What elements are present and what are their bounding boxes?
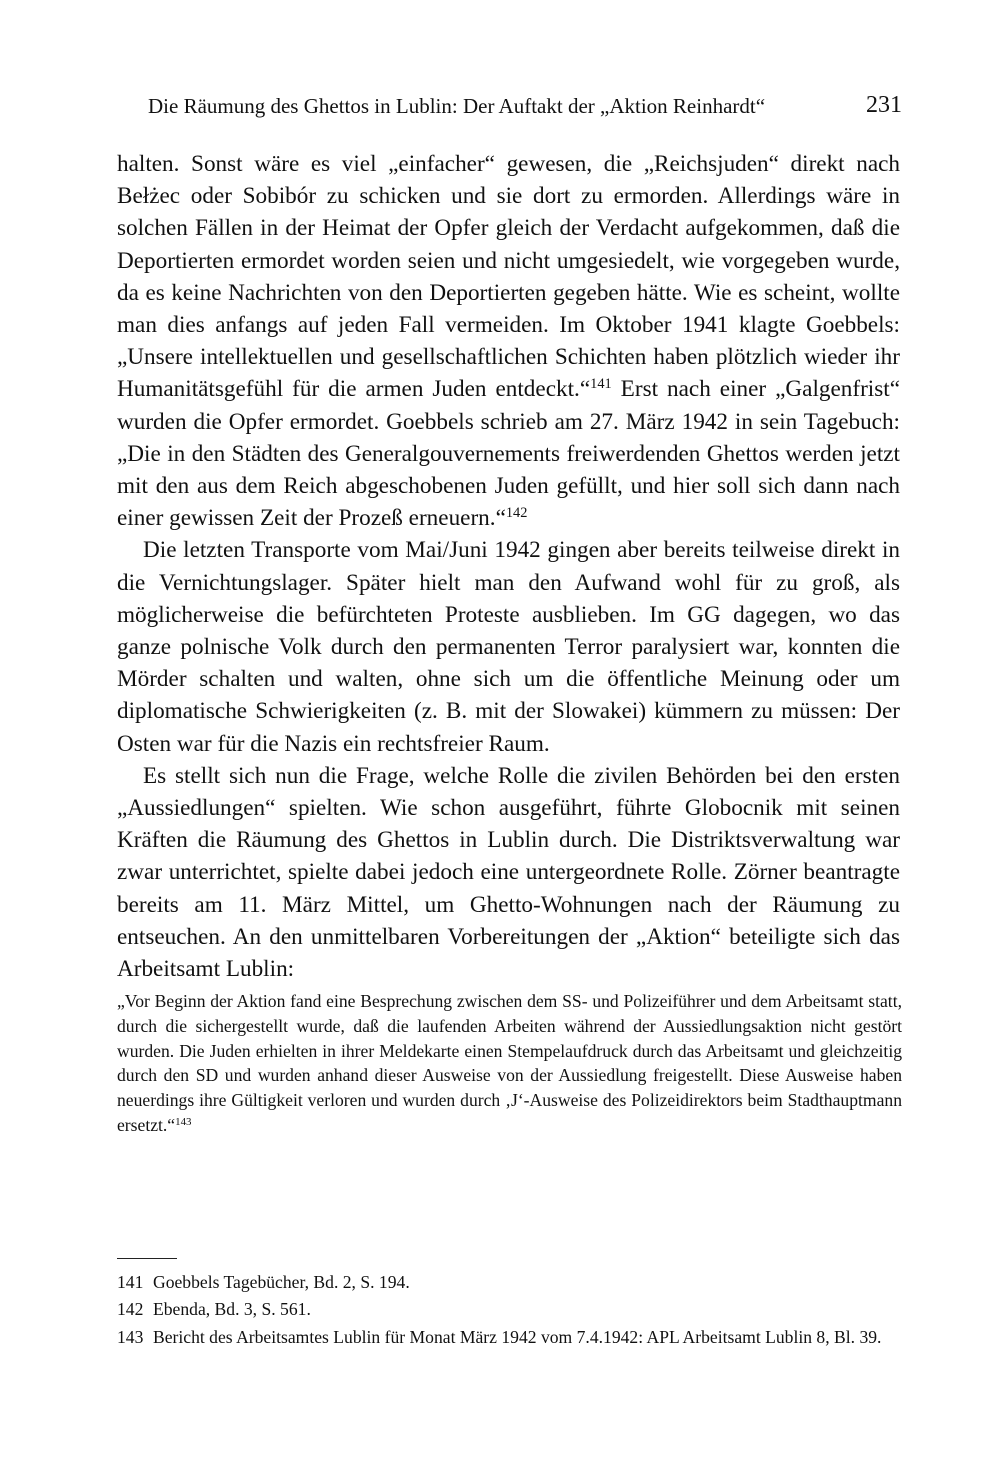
paragraph-1: [117, 148, 900, 534]
footnote-ref-143: 143: [175, 1115, 192, 1128]
page-number: 231: [866, 92, 902, 118]
paragraph-3: Es stellt sich nun die Frage, welche Rolle die zivilen Behörden bei den ersten „Aussiedlungen“ spielten. Wie schon ausgeführt, führte Globocnik mit seinen Kräften die Räumung des Ghettos in Lublin durch. Die Distriktsverwaltung war zwar unterrichtet, spielte dabei jedoch eine untergeordnete Rolle. Zörner beantragte bereits am 11. März Mittel, um Ghetto-Wohnungen nach der Räumung zu entseuchen. An den unmittelbaren Vorbereitungen der „Aktion“ beteiligte sich das Arbeitsamt Lublin:: [117, 762, 900, 983]
running-head: [148, 92, 902, 122]
footnote-text: Ebenda, Bd. 3, S. 561.: [153, 1299, 311, 1320]
footnote-rule: [117, 1258, 177, 1259]
block-quote: [117, 989, 902, 1138]
footnote-number: 142: [117, 1299, 144, 1320]
footnotes: [117, 1270, 902, 1352]
footnote-ref-142: 142: [505, 505, 528, 522]
running-title: Die Räumung des Ghettos in Lublin: Der Auftakt der „Aktion Reinhardt“: [148, 94, 766, 118]
main-text: [117, 148, 900, 985]
paragraph-1-text-b: Erst nach einer „Galgenfrist“ wurden die Opfer ermordet. Goebbels schrieb am 27. März 1942 in sein Tagebuch: „Die in den Städten des Generalgouvernements freiwerdenden Ghettos werden jetzt mit den aus dem Reich abgeschobenen Juden gefüllt, und hier soll sich dann nach einer gewissen Zeit der Prozeß erneuern.“: [117, 376, 901, 532]
footnote-142: [117, 1297, 902, 1322]
footnote-number: 141: [117, 1272, 144, 1292]
paragraph-2: Die letzten Transporte vom Mai/Juni 1942 gingen aber bereits teilweise direkt in die Vernichtungslager. Später hielt man den Aufwand wohl für zu groß, als möglicherweise die befürchteten Proteste ausblieben. Im GG dagegen, wo das ganze polnische Volk durch den permanenten Terror paralysiert war, konnten die Mörder schalten und walten, ohne sich um die öffentliche Meinung oder um diplomatische Schwierigkeiten (z. B. mit der Slowakei) kümmern zu müssen: Der Osten war für die Nazis ein rechtsfreier Raum.: [117, 537, 900, 757]
footnote-143: [117, 1325, 902, 1350]
footnote-text: Bericht des Arbeitsamtes Lublin für Monat März 1942 vom 7.4.1942: APL Arbeitsamt Lublin 8, Bl. 39.: [153, 1326, 882, 1347]
footnote-text: Goebbels Tagebücher, Bd. 2, S. 194.: [153, 1272, 410, 1292]
footnote-number: 143: [117, 1326, 144, 1347]
footnote-ref-141: 141: [590, 376, 612, 393]
block-quote-text: „Vor Beginn der Aktion fand eine Besprechung zwischen dem SS- und Polizeiführer und dem Arbeitsamt statt, durch die sichergestellt wurde, daß die laufenden Arbeiten während der Aussiedlungsaktion nicht gestört wurden. Die Juden erhielten in ihrer Meldekarte einen Stempelaufdruck durch das Arbeitsamt und gleichzeitig durch den SD und wurden anhand dieser Ausweise von der Aussiedlung freigestellt. Diese Ausweise haben neuerdings ihre Gültigkeit verloren und wurden durch ‚J‘-Ausweise des Polizeidirektors beim Stadthauptmann ersetzt.“: [117, 991, 902, 1135]
footnote-141: [117, 1270, 902, 1295]
paragraph-1-text-a: halten. Sonst wäre es viel „einfacher“ gewesen, die „Reichsjuden“ direkt nach Bełżec oder Sobibór zu schicken und sie dort zu ermorden. Allerdings wäre in solchen Fällen in der Heimat der Opfer gleich der Verdacht aufgekommen, daß die Deportierten ermordet worden seien und nicht umgesiedelt, wie vorgegeben wurde, da es keine Nachrichten von den Deportierten gegeben hätte. Wie es scheint, wollte man dies anfangs auf jeden Fall vermeiden. Im Oktober 1941 klagte Goebbels: „Unsere intellektuellen und gesellschaftlichen Schichten haben plötzlich wieder ihr Humanitätsgefühl für die armen Juden entdeckt.“: [117, 151, 900, 403]
